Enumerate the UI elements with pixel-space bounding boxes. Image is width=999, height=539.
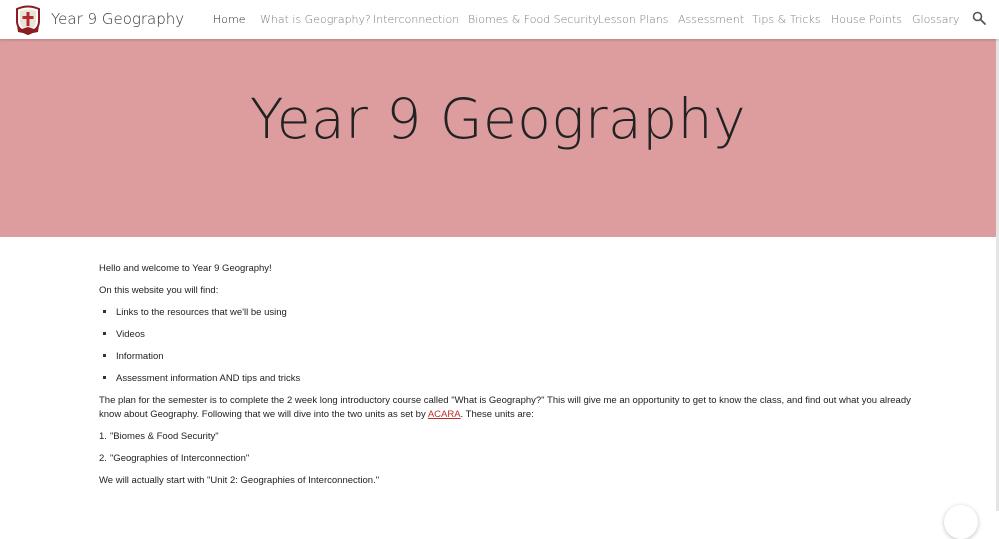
nav-item-what-is-geography[interactable]: What is Geography? [260, 13, 371, 26]
closing-text: We will actually start with "Unit 2: Geographies of Interconnection." [99, 475, 380, 486]
resource-list [99, 306, 929, 386]
nav-item-tips-tricks[interactable]: Tips & Tricks [752, 13, 821, 26]
list-item: 1. "Biomes & Food Security" [99, 431, 219, 442]
bullet-icon [103, 332, 106, 335]
nav-item-home[interactable]: Home [213, 13, 246, 26]
nav-item-biomes-food-security[interactable]: Biomes & Food Security [468, 13, 599, 26]
greeting-text: Hello and welcome to Year 9 Geography! [99, 263, 272, 274]
search-icon[interactable] [972, 11, 986, 25]
main-content [99, 262, 929, 496]
bullet-icon [103, 354, 106, 357]
floating-action-button[interactable] [944, 505, 978, 539]
hero-banner [0, 39, 996, 237]
list-item: Assessment information AND tips and tricks [99, 372, 929, 386]
page-title: Year 9 Geography [249, 87, 747, 151]
nav-item-house-points[interactable]: House Points [831, 13, 903, 26]
main-nav [0, 13, 999, 27]
bullet-icon [103, 376, 106, 379]
list-item: Links to the resources that we'll be using [99, 306, 929, 320]
nav-item-glossary[interactable]: Glossary [912, 13, 960, 26]
list-item: 2. "Geographies of Interconnection" [99, 453, 250, 464]
list-item: Information [99, 350, 929, 364]
find-intro-text: On this website you will find: [99, 285, 219, 296]
nav-item-interconnection[interactable]: Interconnection [373, 13, 460, 26]
site-header [0, 0, 999, 39]
bullet-icon [103, 310, 106, 313]
site-title[interactable]: Year 9 Geography [51, 10, 185, 28]
list-item: Videos [99, 328, 929, 342]
acara-link[interactable]: ACARA [427, 409, 461, 420]
plan-paragraph: The plan for the semester is to complete the 2 week long introductory course called "What is Geography?" This will give me an opportunity to get to know the class, and find out what you already know about Geography. Following that we will dive into the two units as set by ACARA. These units are: [99, 395, 911, 420]
nav-item-assessment[interactable]: Assessment [678, 13, 744, 26]
nav-item-lesson-plans[interactable]: Lesson Plans [598, 13, 669, 26]
units-list [99, 430, 929, 466]
